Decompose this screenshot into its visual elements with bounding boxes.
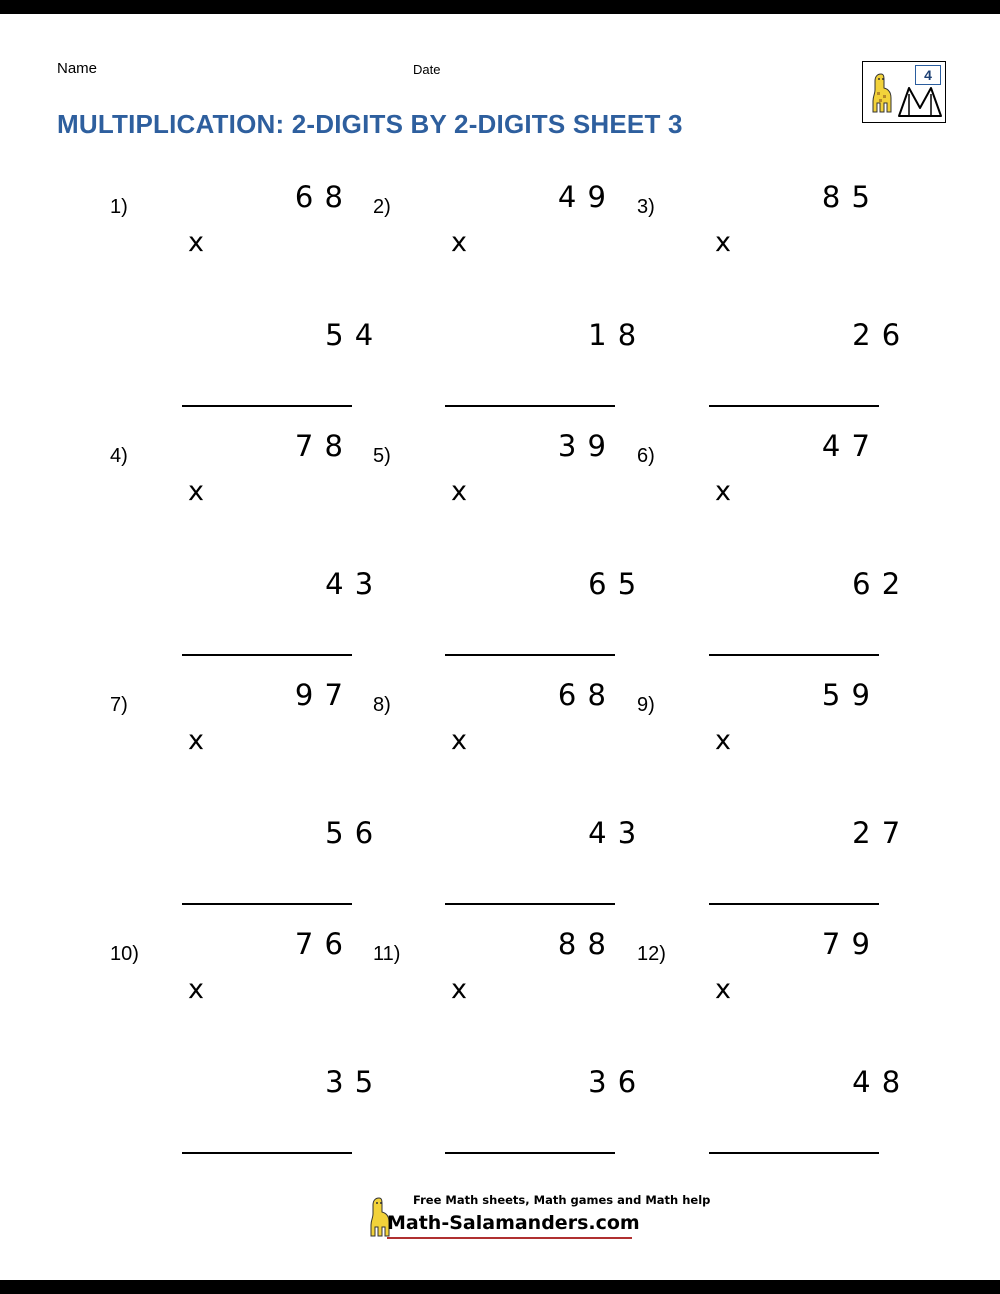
problem-stack xyxy=(182,672,375,905)
problem-number: 11) xyxy=(373,943,401,965)
problem-row xyxy=(0,423,1000,672)
footer-website[interactable]: Math-Salamanders.com xyxy=(387,1212,640,1234)
problem-stack xyxy=(709,174,902,407)
multiplier-row xyxy=(182,220,375,404)
page-title: MULTIPLICATION: 2-DIGITS BY 2-DIGITS SHEET 3 xyxy=(57,109,683,139)
multiplicand: 8 5 xyxy=(821,180,871,214)
problem-12 xyxy=(637,921,937,1099)
footer-underline xyxy=(387,1237,632,1239)
multiplier-row xyxy=(445,220,638,404)
problem-3 xyxy=(637,174,937,352)
name-label: Name xyxy=(57,60,98,77)
multiplier-row xyxy=(445,967,638,1151)
problem-stack xyxy=(445,921,638,1154)
multiplier: 3 6 xyxy=(588,1065,638,1099)
multiplicand: 4 9 xyxy=(557,180,607,214)
problem-number: 7) xyxy=(110,694,128,716)
page-content xyxy=(0,14,1000,1280)
multiplicand: 6 8 xyxy=(294,180,344,214)
problem-stack xyxy=(709,423,902,656)
multiplier-row xyxy=(709,220,902,404)
multiplier-row xyxy=(445,718,638,902)
problem-stack xyxy=(445,423,638,656)
multiplier: 2 7 xyxy=(852,816,902,850)
page-edge-top xyxy=(0,0,1000,14)
problem-stack xyxy=(182,174,375,407)
multiplier: 5 6 xyxy=(325,816,375,850)
answer-rule xyxy=(709,405,879,407)
multiplier-row xyxy=(445,469,638,653)
answer-rule xyxy=(445,405,615,407)
multiplier: 3 5 xyxy=(325,1065,375,1099)
multiplicand: 6 8 xyxy=(557,678,607,712)
answer-rule xyxy=(182,903,352,905)
operator-symbol: x xyxy=(451,227,468,258)
answer-rule xyxy=(445,903,615,905)
answer-rule xyxy=(709,654,879,656)
operator-symbol: x xyxy=(451,476,468,507)
problem-9 xyxy=(637,672,937,850)
operator-symbol: x xyxy=(188,974,205,1005)
multiplicand: 9 7 xyxy=(294,678,344,712)
multiplier-row xyxy=(182,718,375,902)
problem-11 xyxy=(373,921,673,1099)
problem-number: 5) xyxy=(373,445,391,467)
problem-number: 4) xyxy=(110,445,128,467)
multiplier: 4 8 xyxy=(852,1065,902,1099)
problem-row xyxy=(0,672,1000,921)
grade-badge: 4 xyxy=(915,65,941,85)
operator-symbol: x xyxy=(451,974,468,1005)
multiplier: 4 3 xyxy=(325,567,375,601)
answer-rule xyxy=(709,1152,879,1154)
answer-rule xyxy=(182,405,352,407)
multiplier: 5 4 xyxy=(325,318,375,352)
problem-1 xyxy=(110,174,410,352)
multiplicand: 3 9 xyxy=(557,429,607,463)
date-label: Date xyxy=(413,62,441,77)
operator-symbol: x xyxy=(188,227,205,258)
answer-rule xyxy=(709,903,879,905)
problem-stack xyxy=(182,921,375,1154)
math-salamanders-logo xyxy=(862,61,946,123)
problem-row xyxy=(0,174,1000,423)
multiplier: 1 8 xyxy=(588,318,638,352)
problem-10 xyxy=(110,921,410,1099)
page-footer xyxy=(0,1193,1000,1250)
multiplier-row xyxy=(709,967,902,1151)
problem-number: 10) xyxy=(110,943,139,965)
operator-symbol: x xyxy=(188,476,205,507)
multiplicand: 5 9 xyxy=(821,678,871,712)
multiplier: 6 2 xyxy=(852,567,902,601)
problem-number: 2) xyxy=(373,196,391,218)
operator-symbol: x xyxy=(715,476,732,507)
multiplicand: 8 8 xyxy=(557,927,607,961)
problem-number: 1) xyxy=(110,196,128,218)
problem-row xyxy=(0,921,1000,1170)
answer-rule xyxy=(182,654,352,656)
problem-stack xyxy=(445,174,638,407)
problem-5 xyxy=(373,423,673,601)
problem-stack xyxy=(709,672,902,905)
problem-stack xyxy=(709,921,902,1154)
multiplier-row xyxy=(709,718,902,902)
multiplicand: 7 6 xyxy=(294,927,344,961)
problem-grid xyxy=(0,174,1000,1170)
answer-rule xyxy=(445,654,615,656)
multiplier-row xyxy=(182,469,375,653)
answer-rule xyxy=(182,1152,352,1154)
operator-symbol: x xyxy=(188,725,205,756)
footer-tagline: Free Math sheets, Math games and Math help xyxy=(413,1193,711,1207)
operator-symbol: x xyxy=(715,974,732,1005)
operator-symbol: x xyxy=(451,725,468,756)
problem-2 xyxy=(373,174,673,352)
operator-symbol: x xyxy=(715,227,732,258)
multiplier-row xyxy=(709,469,902,653)
letter-m-icon xyxy=(897,84,943,118)
problem-number: 12) xyxy=(637,943,666,965)
multiplier: 6 5 xyxy=(588,567,638,601)
problem-number: 3) xyxy=(637,196,655,218)
problem-number: 8) xyxy=(373,694,391,716)
problem-4 xyxy=(110,423,410,601)
giraffe-icon xyxy=(868,70,894,116)
multiplier: 2 6 xyxy=(852,318,902,352)
multiplicand: 4 7 xyxy=(821,429,871,463)
answer-rule xyxy=(445,1152,615,1154)
problem-stack xyxy=(182,423,375,656)
problem-stack xyxy=(445,672,638,905)
multiplier-row xyxy=(182,967,375,1151)
operator-symbol: x xyxy=(715,725,732,756)
multiplicand: 7 9 xyxy=(821,927,871,961)
problem-number: 9) xyxy=(637,694,655,716)
multiplier: 4 3 xyxy=(588,816,638,850)
problem-7 xyxy=(110,672,410,850)
problem-6 xyxy=(637,423,937,601)
problem-number: 6) xyxy=(637,445,655,467)
page-edge-bottom xyxy=(0,1280,1000,1294)
problem-8 xyxy=(373,672,673,850)
multiplicand: 7 8 xyxy=(294,429,344,463)
